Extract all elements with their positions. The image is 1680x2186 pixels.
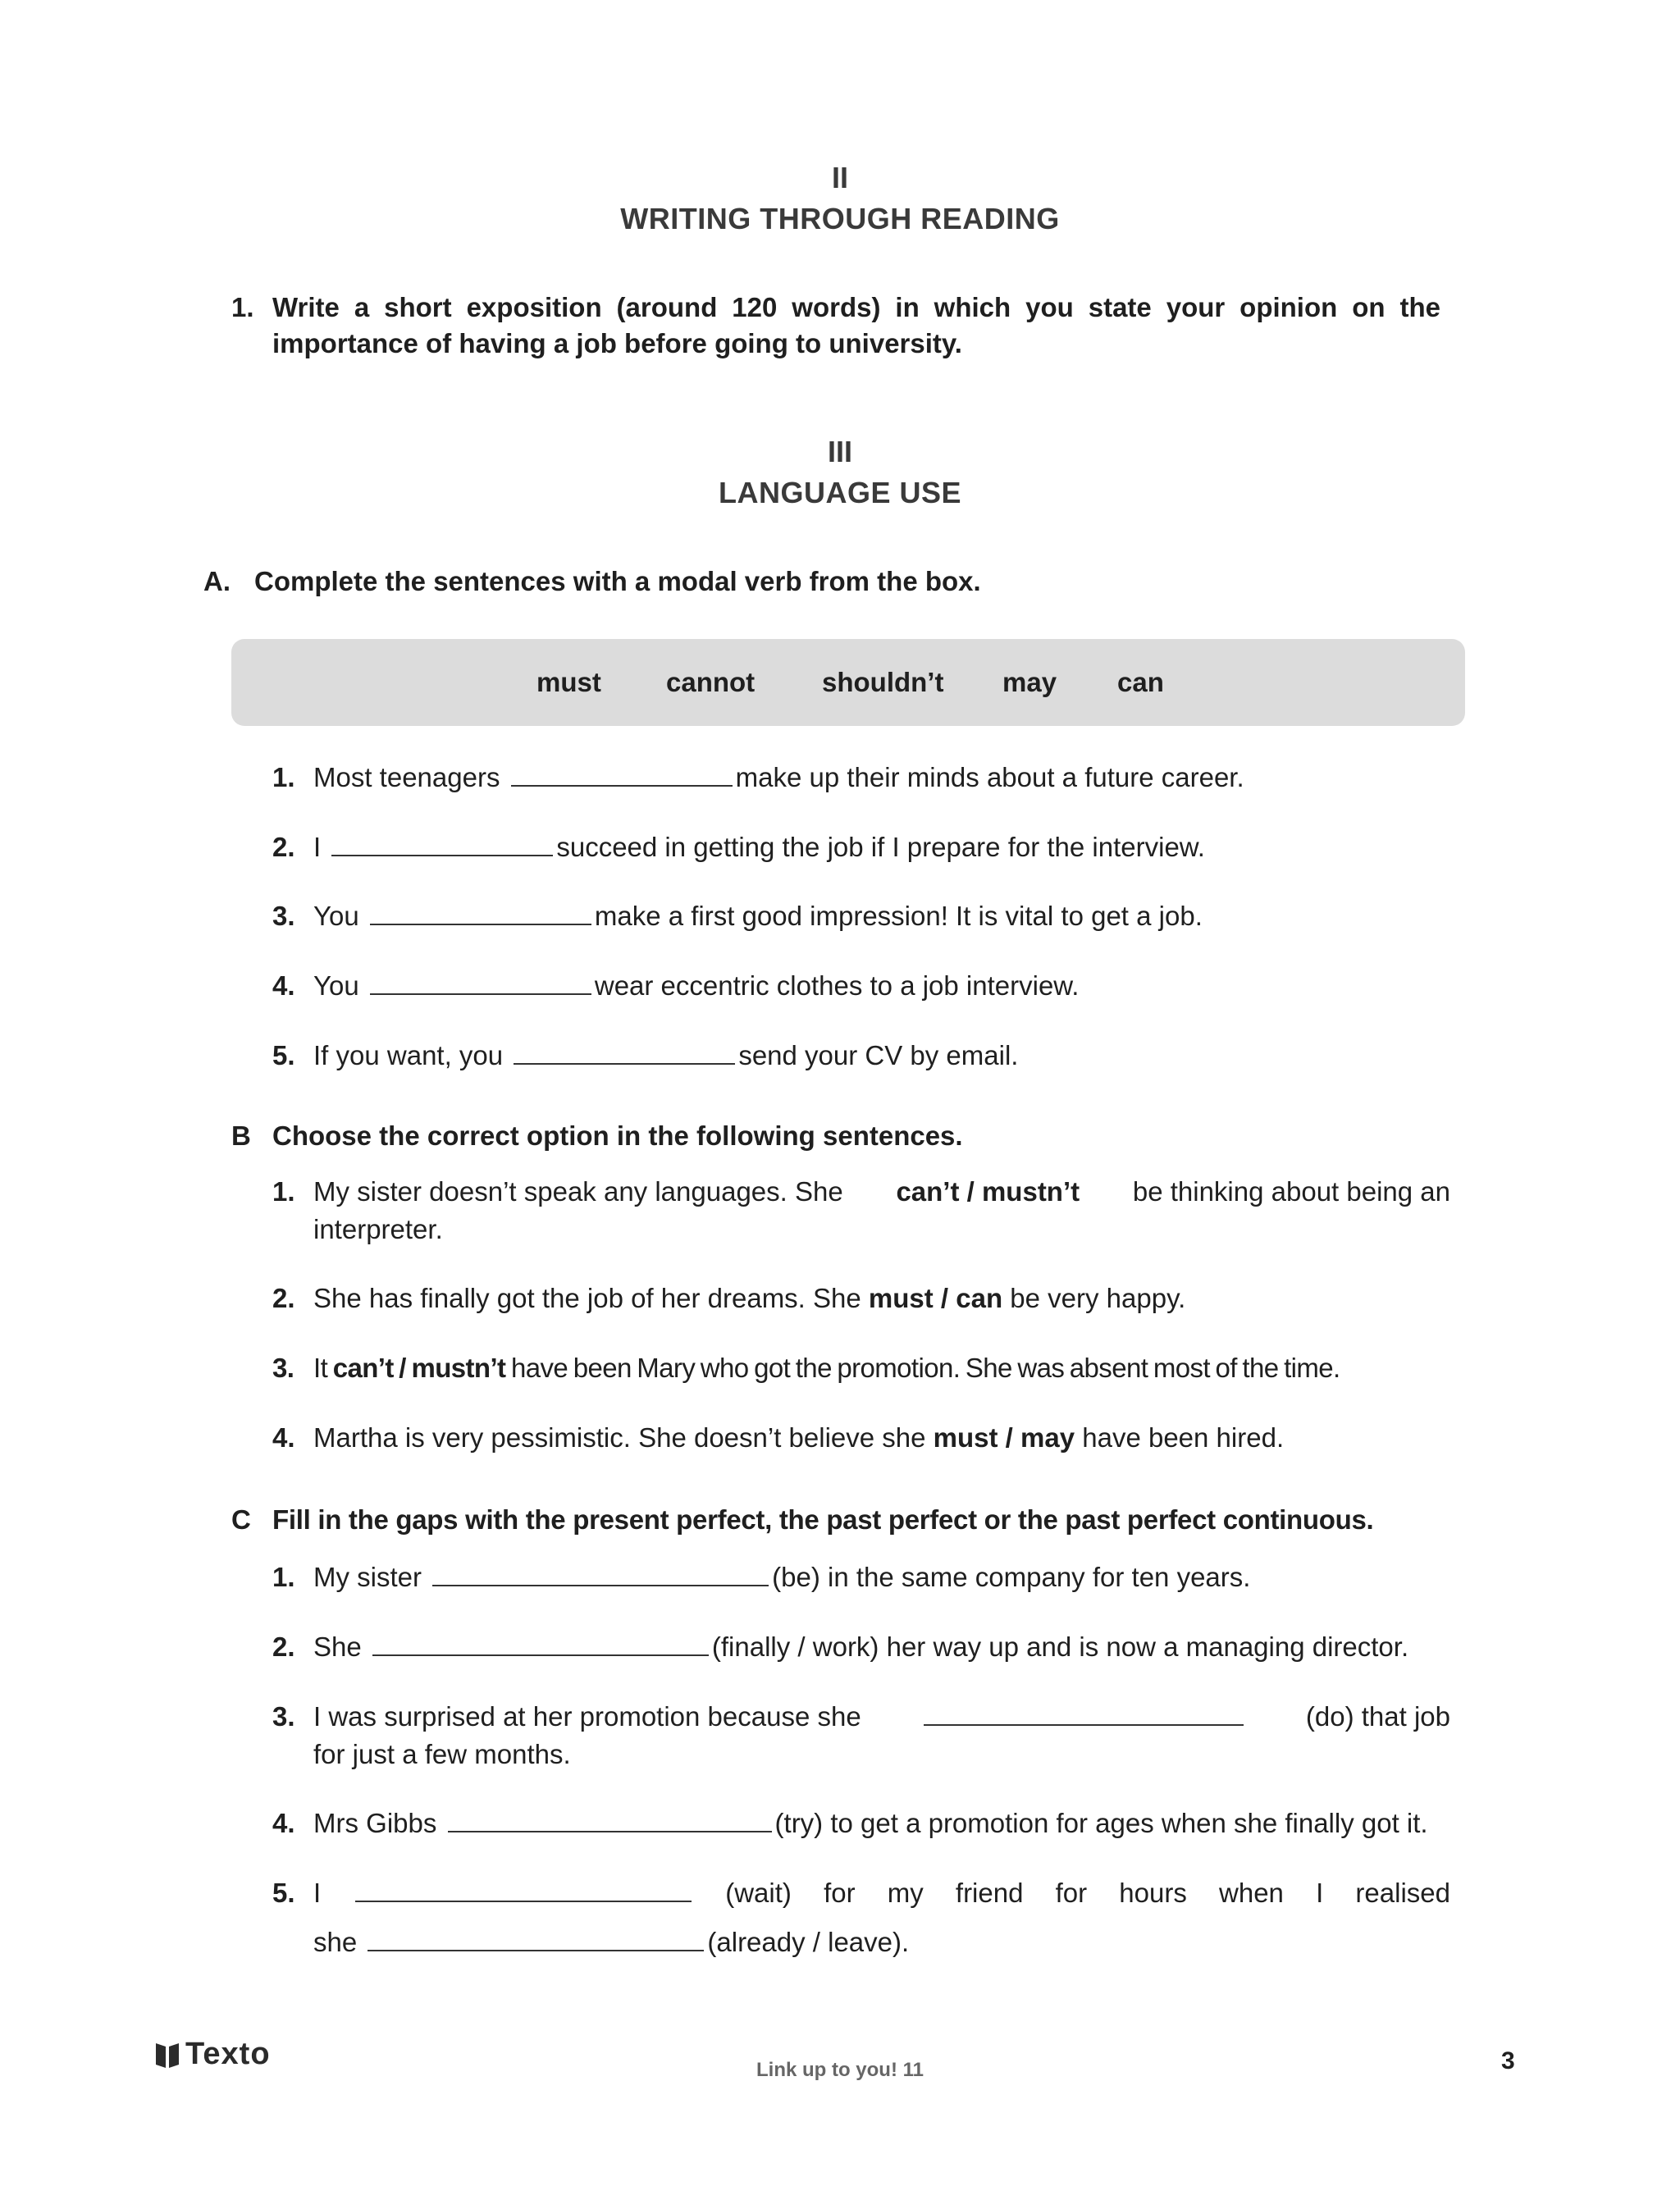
answer-blank[interactable]	[432, 1568, 769, 1586]
footer-title: Link up to you! 11	[756, 2059, 924, 2081]
part-instruction: Fill in the gaps with the present perfect, the past perfect or the past perfect continuous.	[272, 1504, 1374, 1535]
option-choice[interactable]: can’t / mustn’t	[332, 1353, 506, 1383]
list-item: 3. I was surprised at her promotion because she (do) that job for just a few months.	[272, 1701, 1450, 1769]
page-number: 3	[1501, 2047, 1515, 2074]
box-word: shouldn’t	[822, 667, 944, 697]
part-letter: A.	[203, 566, 231, 596]
task-text-line1: Write a short exposition (around 120 words) in which you state your opinion on the	[272, 292, 1440, 322]
answer-blank[interactable]	[368, 1933, 704, 1951]
list-item: 3. You make a first good impression! It is vital to get a job.	[272, 901, 1203, 931]
option-choice[interactable]: must / can	[868, 1283, 1003, 1313]
box-word: can	[1117, 667, 1164, 697]
section-number: II	[831, 161, 848, 194]
answer-blank[interactable]	[924, 1708, 1244, 1726]
word-box	[231, 639, 1465, 726]
box-word: cannot	[666, 667, 756, 697]
answer-blank[interactable]	[511, 769, 733, 787]
answer-blank[interactable]	[331, 838, 553, 856]
section-title: LANGUAGE USE	[718, 476, 962, 509]
task-text-line2: importance of having a job before going to university.	[272, 328, 962, 358]
list-item: 4. Martha is very pessimistic. She doesn’t believe she must / may have been hired.	[272, 1422, 1285, 1453]
list-item: 5. I (wait) for my friend for hours when I realised she (already / leave).	[272, 1878, 1450, 1957]
list-item: 2. I succeed in getting the job if I prepare for the interview.	[272, 832, 1205, 862]
part-letter: B	[231, 1120, 251, 1151]
answer-blank[interactable]	[370, 977, 591, 995]
answer-blank[interactable]	[370, 907, 591, 925]
list-item: 2. She has finally got the job of her dreams. She must / can be very happy.	[272, 1283, 1186, 1313]
box-word: may	[1002, 667, 1057, 697]
answer-blank[interactable]	[514, 1047, 735, 1065]
list-item: 5. If you want, you send your CV by email.	[272, 1040, 1019, 1070]
answer-blank[interactable]	[355, 1884, 692, 1902]
answer-blank[interactable]	[372, 1638, 709, 1656]
option-choice[interactable]: must / may	[933, 1422, 1075, 1453]
option-choice[interactable]: can’t / mustn’t	[896, 1176, 1080, 1207]
list-item: 3. It can’t / mustn’t have been Mary who got the promotion. She was absent most of the time.	[272, 1353, 1340, 1383]
list-item: 4. Mrs Gibbs (try) to get a promotion for ages when she finally got it.	[272, 1808, 1428, 1838]
part-letter: C	[231, 1504, 251, 1535]
list-item: 1. My sister doesn’t speak any languages. She can’t / mustn’t be thinking about being an interpreter.	[272, 1173, 1450, 1248]
list-item: 2. She (finally / work) her way up and is now a managing director.	[272, 1632, 1409, 1662]
section-number: III	[827, 435, 852, 468]
list-item: 1. My sister (be) in the same company for ten years.	[272, 1562, 1251, 1592]
list-item: 4. You wear eccentric clothes to a job interview.	[272, 970, 1080, 1001]
answer-blank[interactable]	[448, 1814, 772, 1832]
part-instruction: Complete the sentences with a modal verb from the box.	[254, 566, 981, 596]
list-item: 1. Most teenagers make up their minds about a future career.	[272, 762, 1244, 792]
box-word: must	[536, 667, 601, 697]
part-instruction: Choose the correct option in the following sentences.	[272, 1120, 963, 1151]
logo-text: Texto	[185, 2037, 271, 2071]
section-title: WRITING THROUGH READING	[620, 202, 1060, 235]
task-number: 1.	[231, 292, 254, 322]
